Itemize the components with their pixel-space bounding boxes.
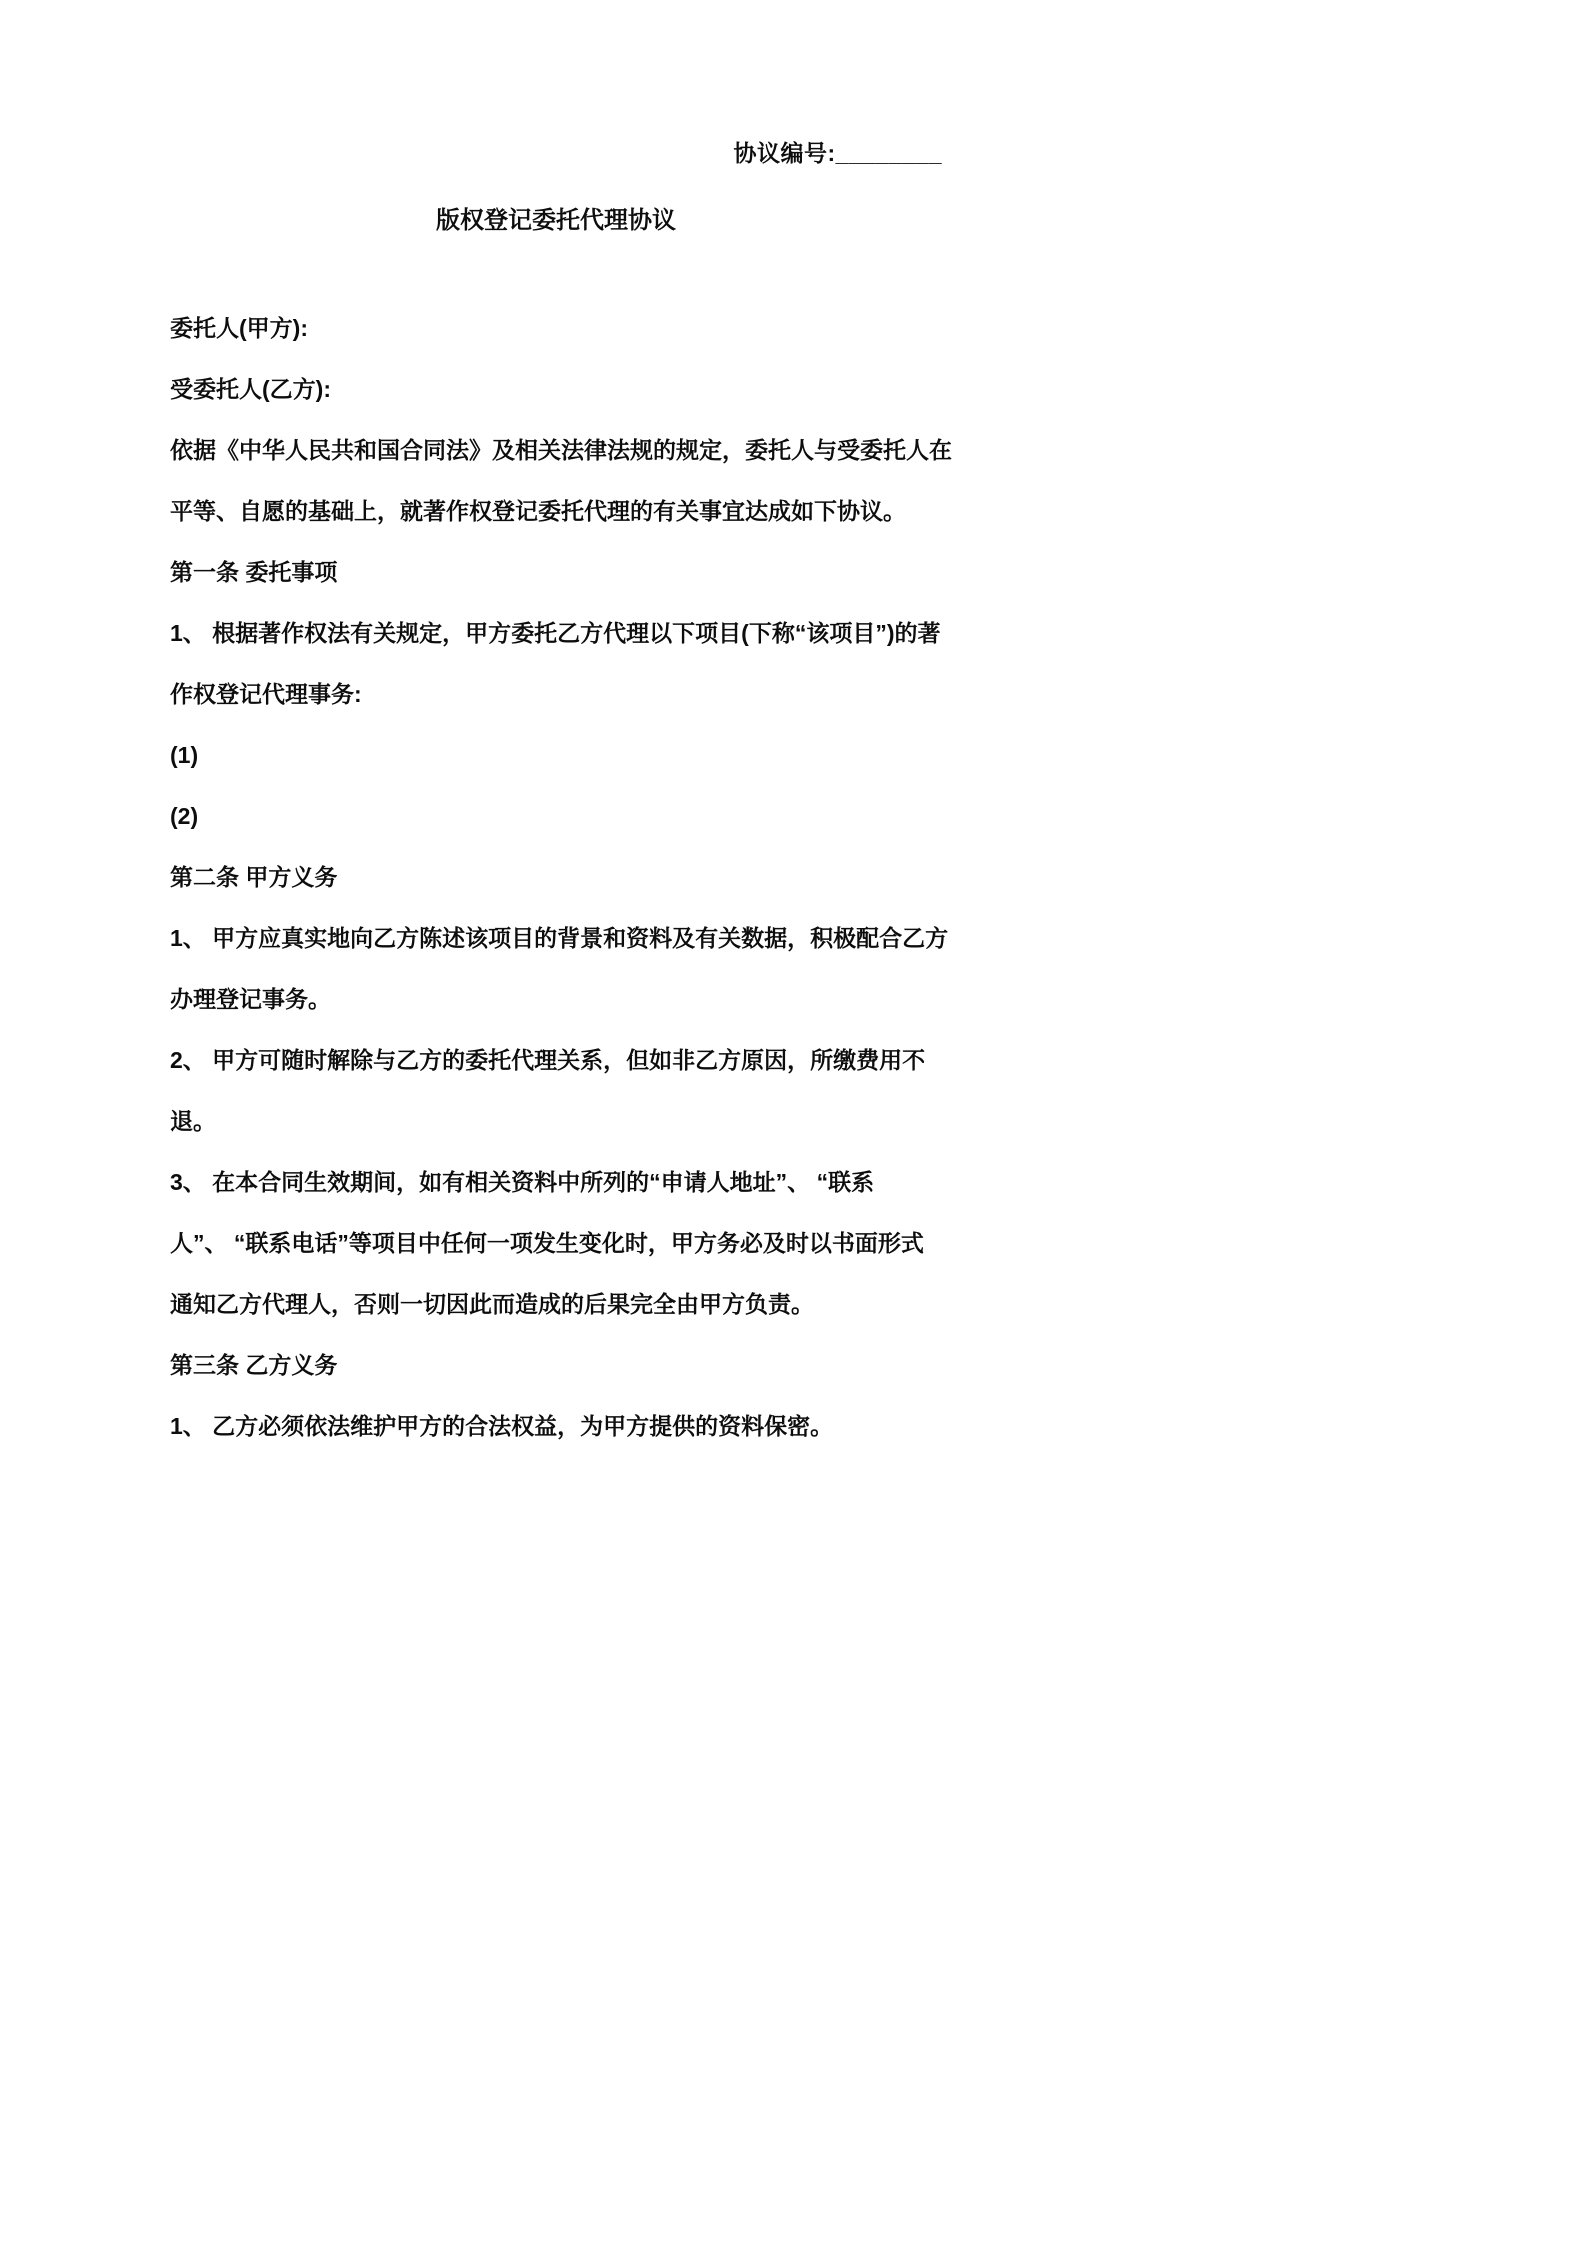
doc-line: 通知乙方代理人，否则一切因此而造成的后果完全由甲方负责。 [170, 1291, 814, 1317]
doc-line: (2) [170, 803, 199, 829]
doc-line: 1、 乙方必须依法维护甲方的合法权益，为甲方提供的资料保密。 [170, 1413, 834, 1439]
doc-line: 1、 根据著作权法有关规定，甲方委托乙方代理以下项目(下称“该项目”)的著 [170, 620, 941, 646]
doc-line: 平等、自愿的基础上，就著作权登记委托代理的有关事宜达成如下协议。 [170, 498, 906, 524]
doc-line: 受委托人(乙方): [170, 376, 331, 402]
document-body [170, 312, 952, 1471]
document-title: 版权登记委托代理协议 [436, 207, 676, 234]
section-heading: 第一条 委托事项 [170, 559, 338, 585]
document-content [170, 138, 952, 1471]
section-heading: 第三条 乙方义务 [170, 1352, 338, 1378]
doc-line: 1、 甲方应真实地向乙方陈述该项目的背景和资料及有关数据，积极配合乙方 [170, 925, 949, 951]
doc-line: 委托人(甲方): [170, 315, 308, 341]
doc-line: 3、 在本合同生效期间，如有相关资料中所列的“申请人地址”、 “联系 [170, 1169, 875, 1195]
doc-line: 2、 甲方可随时解除与乙方的委托代理关系，但如非乙方原因，所缴费用不 [170, 1047, 926, 1073]
doc-line: 依据《中华人民共和国合同法》及相关法律法规的规定，委托人与受委托人在 [170, 437, 952, 463]
section-heading: 第二条 甲方义务 [170, 864, 338, 890]
doc-line: 作权登记代理事务: [170, 681, 362, 707]
doc-line: 办理登记事务。 [170, 986, 331, 1012]
doc-line: 人”、 “联系电话”等项目中任何一项发生变化时，甲方务必及时以书面形式 [170, 1230, 924, 1256]
doc-line: 退。 [170, 1108, 216, 1134]
agreement-number: 协议编号:________ [733, 140, 942, 166]
doc-line: (1) [170, 742, 199, 768]
